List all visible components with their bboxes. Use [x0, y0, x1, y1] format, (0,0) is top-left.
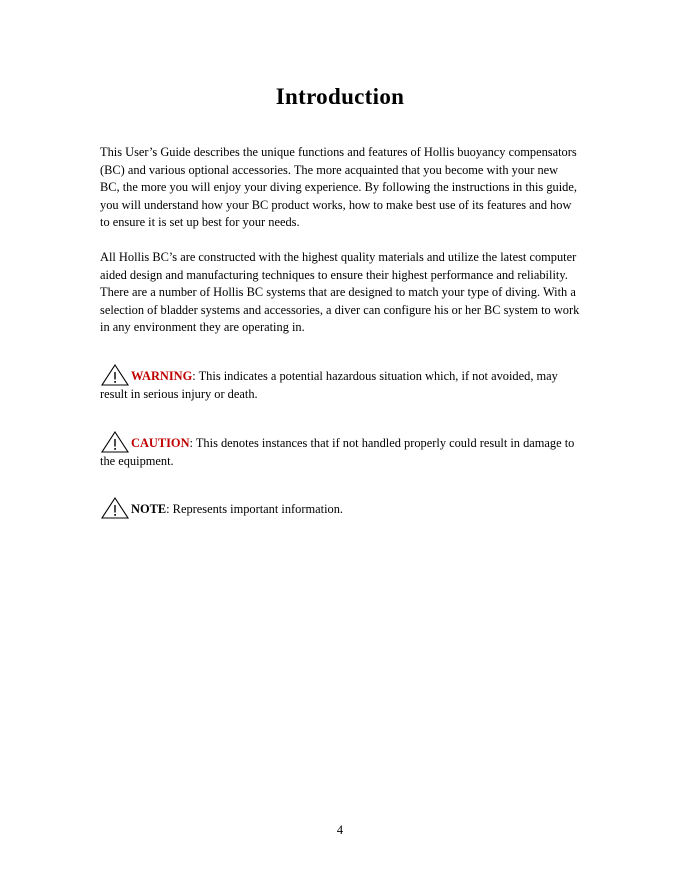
notice-caution	[100, 429, 580, 471]
page-title: Introduction	[275, 84, 405, 109]
notice-warning	[100, 362, 580, 404]
paragraph-introduction: This User’s Guide describes the unique functions and features of Hollis buoyancy compensators (BC) and various optional accessories. The more acquainted that you become with your new BC, the more you will enjoy your diving experience. By following the instructions in this guide, you will understand how your BC product works, how to make best use of its features and how to ensure it is set up best for your needs.	[100, 145, 577, 230]
notice-warning-separator: :	[192, 369, 196, 384]
notice-caution-label: CAUTION	[131, 435, 190, 450]
notice-note-label: NOTE	[131, 502, 167, 517]
warning-triangle-icon	[100, 430, 130, 454]
warning-triangle-icon	[100, 496, 130, 520]
notice-caution-line	[100, 429, 580, 471]
warning-triangle-icon	[100, 363, 130, 387]
notice-note-line	[100, 495, 580, 521]
paragraph-construction: All Hollis BC’s are constructed with the highest quality materials and utilize the latest computer aided design and manufacturing techniques to ensure their highest performance and reliability. There are a number of Hollis BC systems that are designed to match your type of diving. With a selection of bladder systems and accessories, a diver can configure his or her BC system to work in any environment they are operating in.	[100, 250, 580, 335]
notice-note	[100, 495, 580, 521]
notice-warning-label: WARNING	[131, 369, 193, 384]
notice-caution-separator: :	[189, 435, 193, 450]
notice-warning-text: This indicates a potential hazardous situation which, if not avoided, may result in serious injury or death.	[100, 369, 558, 402]
notice-warning-line	[100, 362, 580, 404]
notice-note-text: Represents important information.	[169, 502, 344, 517]
notice-note-separator: :	[166, 502, 170, 517]
notice-caution-text: This denotes instances that if not handled properly could result in damage to the equipment.	[100, 435, 575, 468]
page-number: 4	[336, 823, 344, 837]
